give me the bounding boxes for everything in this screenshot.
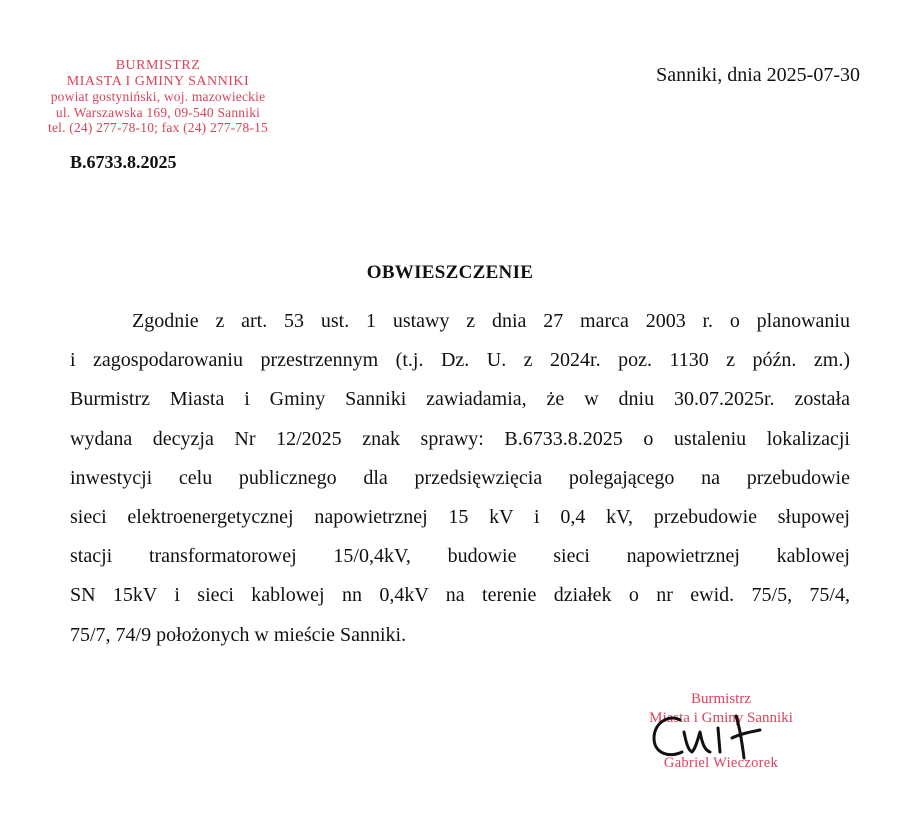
stamp-line-title: BURMISTRZ bbox=[115, 58, 201, 73]
stamp-line-phone: tel. (24) 277-78-10; fax (24) 277-78-15 bbox=[48, 120, 268, 135]
body-line: 75/7, 74/9 położonych w mieście Sanniki. bbox=[70, 623, 407, 646]
case-reference: B.6733.8.2025 bbox=[70, 152, 177, 172]
stamp-line-office: MIASTA I GMINY SANNIKI bbox=[66, 73, 250, 89]
signature-stamp-name: Gabriel Wieczorek bbox=[663, 755, 779, 771]
handwritten-signature bbox=[640, 708, 790, 768]
body-line: SN 15kV i sieci kablowej nn 0,4kV na terenie działek o nr ewid. 75/5, 75/4, bbox=[70, 584, 850, 607]
stamp-line-district: powiat gostyniński, woj. mazowieckie bbox=[50, 89, 266, 104]
office-stamp bbox=[18, 58, 298, 136]
announcement-body bbox=[70, 302, 850, 655]
signature-stamp-office: Miasta i Gminy Sanniki bbox=[649, 710, 793, 726]
body-line: stacji transformatorowej 15/0,4kV, budowie sieci napowietrznej kablowej bbox=[70, 545, 850, 568]
body-line: Zgodnie z art. 53 ust. 1 ustawy z dnia 27 marca 2003 r. o planowaniu bbox=[132, 310, 850, 332]
document-date: Sanniki, dnia 2025-07-30 bbox=[656, 64, 860, 86]
document-title: OBWIESZCZENIE bbox=[366, 262, 534, 283]
body-line: wydana decyzja Nr 12/2025 znak sprawy: B.6733.8.2025 o ustaleniu lokalizacji bbox=[70, 427, 850, 450]
body-line: Burmistrz Miasta i Gminy Sanniki zawiadamia, że w dniu 30.07.2025r. została bbox=[70, 388, 850, 411]
body-line: i zagospodarowaniu przestrzennym (t.j. Dz. U. z 2024r. poz. 1130 z późn. zm.) bbox=[70, 349, 850, 372]
body-line: sieci elektroenergetycznej napowietrznej 15 kV i 0,4 kV, przebudowie słupowej bbox=[70, 506, 850, 529]
stamp-line-address: ul. Warszawska 169, 09-540 Sanniki bbox=[55, 104, 261, 120]
signature-stamp-title: Burmistrz bbox=[691, 691, 751, 707]
body-line: inwestycji celu publicznego dla przedsięwzięcia polegającego na przebudowie bbox=[70, 466, 850, 489]
